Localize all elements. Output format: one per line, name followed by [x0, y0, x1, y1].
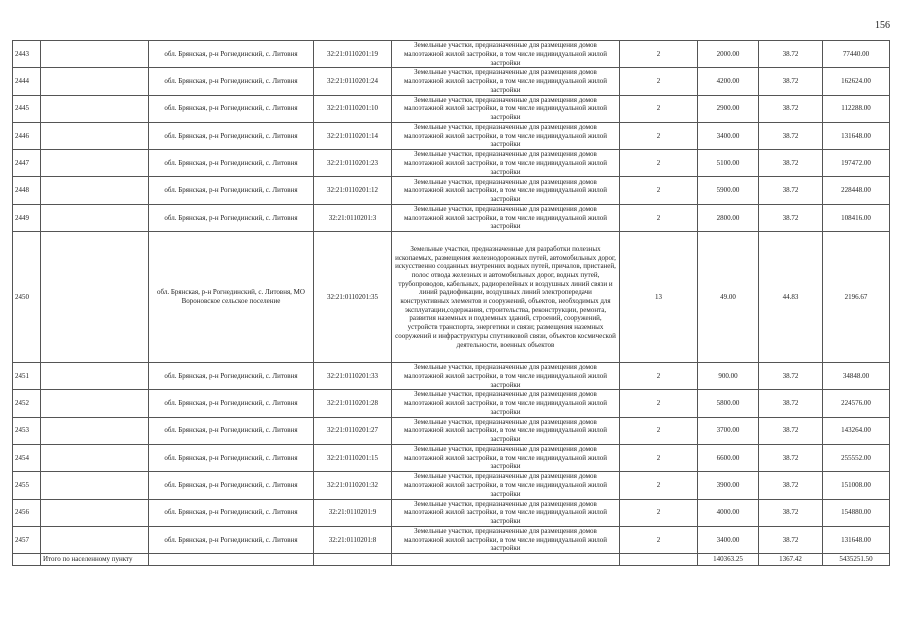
- table-row: [13, 390, 890, 417]
- area-cell: 4000.00: [698, 499, 759, 526]
- cadastral-number-cell: 32:21:0110201:9: [314, 499, 392, 526]
- land-purpose-cell: Земельные участки, предназначенные для размещения домов малоэтажной жилой застройки, в том числе индивидуальной жилой застройки: [392, 444, 620, 471]
- empty-cell: [620, 554, 698, 566]
- land-purpose-cell: Земельные участки, предназначенные для размещения домов малоэтажной жилой застройки, в том числе индивидуальной жилой застройки: [392, 390, 620, 417]
- empty-cell: [314, 554, 392, 566]
- cadastral-value-cell: 162624.00: [823, 68, 890, 95]
- land-purpose-cell: Земельные участки, предназначенные для размещения домов малоэтажной жилой застройки, в том числе индивидуальной жилой застройки: [392, 95, 620, 122]
- category-code-cell: 2: [620, 204, 698, 231]
- category-code-cell: 2: [620, 95, 698, 122]
- land-purpose-cell: Земельные участки, предназначенные для размещения домов малоэтажной жилой застройки, в том числе индивидуальной жилой застройки: [392, 41, 620, 68]
- unit-price-cell: 38.72: [759, 150, 823, 177]
- address-cell: обл. Брянская, р-н Рогнединский, с. Литовня: [149, 526, 314, 553]
- area-cell: 900.00: [698, 363, 759, 390]
- row-number-cell: 2454: [13, 444, 41, 471]
- area-cell: 3700.00: [698, 417, 759, 444]
- unit-price-cell: 38.72: [759, 417, 823, 444]
- unit-price-cell: 38.72: [759, 499, 823, 526]
- table-row: [13, 417, 890, 444]
- table-row: [13, 499, 890, 526]
- cadastral-number-cell: 32:21:0110201:8: [314, 526, 392, 553]
- empty-cell: [41, 444, 149, 471]
- total-row: [13, 554, 890, 566]
- table-row: [13, 472, 890, 499]
- row-number-cell: 2446: [13, 122, 41, 149]
- table-row: [13, 68, 890, 95]
- address-cell: обл. Брянская, р-н Рогнединский, с. Литовня, МО Вороновское сельское поселение: [149, 232, 314, 363]
- category-code-cell: 2: [620, 417, 698, 444]
- area-cell: 3400.00: [698, 122, 759, 149]
- empty-cell: [41, 390, 149, 417]
- land-purpose-cell: Земельные участки, предназначенные для размещения домов малоэтажной жилой застройки, в том числе индивидуальной жилой застройки: [392, 526, 620, 553]
- unit-price-cell: 38.72: [759, 444, 823, 471]
- cadastral-value-cell: 143264.00: [823, 417, 890, 444]
- address-cell: обл. Брянская, р-н Рогнединский, с. Литовня: [149, 177, 314, 204]
- cadastral-number-cell: 32:21:0110201:10: [314, 95, 392, 122]
- address-cell: обл. Брянская, р-н Рогнединский, с. Литовня: [149, 417, 314, 444]
- land-purpose-cell: Земельные участки, предназначенные для размещения домов малоэтажной жилой застройки, в том числе индивидуальной жилой застройки: [392, 204, 620, 231]
- empty-cell: [149, 554, 314, 566]
- table-row: [13, 122, 890, 149]
- table-row: [13, 95, 890, 122]
- area-cell: 6600.00: [698, 444, 759, 471]
- category-code-cell: 2: [620, 68, 698, 95]
- address-cell: обл. Брянская, р-н Рогнединский, с. Литовня: [149, 41, 314, 68]
- address-cell: обл. Брянская, р-н Рогнединский, с. Литовня: [149, 204, 314, 231]
- area-cell: 3400.00: [698, 526, 759, 553]
- total-value-cell: 5435251.50: [823, 554, 890, 566]
- address-cell: обл. Брянская, р-н Рогнединский, с. Литовня: [149, 499, 314, 526]
- table-row: [13, 150, 890, 177]
- unit-price-cell: 38.72: [759, 204, 823, 231]
- area-cell: 5900.00: [698, 177, 759, 204]
- table-row: [13, 204, 890, 231]
- category-code-cell: 2: [620, 390, 698, 417]
- cadastral-number-cell: 32:21:0110201:12: [314, 177, 392, 204]
- category-code-cell: 2: [620, 150, 698, 177]
- category-code-cell: 2: [620, 177, 698, 204]
- empty-cell: [41, 204, 149, 231]
- area-cell: 5800.00: [698, 390, 759, 417]
- cadastral-value-cell: 255552.00: [823, 444, 890, 471]
- table-row: [13, 232, 890, 363]
- unit-price-cell: 38.72: [759, 363, 823, 390]
- unit-price-cell: 38.72: [759, 472, 823, 499]
- category-code-cell: 13: [620, 232, 698, 363]
- empty-cell: [41, 526, 149, 553]
- row-number-cell: 2453: [13, 417, 41, 444]
- table-row: [13, 363, 890, 390]
- row-number-cell: 2447: [13, 150, 41, 177]
- page-number: 156: [875, 20, 890, 31]
- land-purpose-cell: Земельные участки, предназначенные для размещения домов малоэтажной жилой застройки, в том числе индивидуальной жилой застройки: [392, 363, 620, 390]
- total-label-cell: Итого по населенному пункту: [41, 554, 149, 566]
- address-cell: обл. Брянская, р-н Рогнединский, с. Литовня: [149, 95, 314, 122]
- row-number-cell: 2449: [13, 204, 41, 231]
- empty-cell: [41, 95, 149, 122]
- cadastral-number-cell: 32:21:0110201:27: [314, 417, 392, 444]
- cadastral-number-cell: 32:21:0110201:32: [314, 472, 392, 499]
- category-code-cell: 2: [620, 122, 698, 149]
- cadastral-value-cell: 77440.00: [823, 41, 890, 68]
- cadastral-value-cell: 154880.00: [823, 499, 890, 526]
- empty-cell: [41, 363, 149, 390]
- empty-cell: [13, 554, 41, 566]
- land-plots-table: [12, 40, 890, 566]
- address-cell: обл. Брянская, р-н Рогнединский, с. Литовня: [149, 68, 314, 95]
- land-purpose-cell: Земельные участки, предназначенные для размещения домов малоэтажной жилой застройки, в том числе индивидуальной жилой застройки: [392, 177, 620, 204]
- area-cell: 2000.00: [698, 41, 759, 68]
- row-number-cell: 2455: [13, 472, 41, 499]
- cadastral-value-cell: 228448.00: [823, 177, 890, 204]
- category-code-cell: 2: [620, 499, 698, 526]
- address-cell: обл. Брянская, р-н Рогнединский, с. Литовня: [149, 150, 314, 177]
- table-row: [13, 526, 890, 553]
- row-number-cell: 2457: [13, 526, 41, 553]
- cadastral-value-cell: 224576.00: [823, 390, 890, 417]
- table-row: [13, 444, 890, 471]
- cadastral-value-cell: 151008.00: [823, 472, 890, 499]
- cadastral-number-cell: 32:21:0110201:19: [314, 41, 392, 68]
- cadastral-value-cell: 131648.00: [823, 122, 890, 149]
- row-number-cell: 2443: [13, 41, 41, 68]
- row-number-cell: 2445: [13, 95, 41, 122]
- row-number-cell: 2448: [13, 177, 41, 204]
- cadastral-number-cell: 32:21:0110201:24: [314, 68, 392, 95]
- cadastral-value-cell: 197472.00: [823, 150, 890, 177]
- empty-cell: [41, 499, 149, 526]
- empty-cell: [41, 122, 149, 149]
- category-code-cell: 2: [620, 41, 698, 68]
- unit-price-cell: 38.72: [759, 41, 823, 68]
- area-cell: 2800.00: [698, 204, 759, 231]
- empty-cell: [41, 232, 149, 363]
- empty-cell: [41, 41, 149, 68]
- address-cell: обл. Брянская, р-н Рогнединский, с. Литовня: [149, 444, 314, 471]
- total-price-cell: 1367.42: [759, 554, 823, 566]
- area-cell: 2900.00: [698, 95, 759, 122]
- category-code-cell: 2: [620, 526, 698, 553]
- cadastral-value-cell: 2196.67: [823, 232, 890, 363]
- row-number-cell: 2444: [13, 68, 41, 95]
- row-number-cell: 2451: [13, 363, 41, 390]
- empty-cell: [41, 177, 149, 204]
- cadastral-number-cell: 32:21:0110201:15: [314, 444, 392, 471]
- row-number-cell: 2452: [13, 390, 41, 417]
- unit-price-cell: 38.72: [759, 526, 823, 553]
- area-cell: 49.00: [698, 232, 759, 363]
- land-purpose-cell: Земельные участки, предназначенные для размещения домов малоэтажной жилой застройки, в том числе индивидуальной жилой застройки: [392, 417, 620, 444]
- cadastral-number-cell: 32:21:0110201:14: [314, 122, 392, 149]
- cadastral-number-cell: 32:21:0110201:3: [314, 204, 392, 231]
- table-row: [13, 177, 890, 204]
- unit-price-cell: 44.83: [759, 232, 823, 363]
- land-purpose-cell: Земельные участки, предназначенные для разработки полезных ископаемых, размещения железнодорожных путей, автомобильных дорог, искусственно созданных внутренних водных путей, причалов, пристаней, полос отвода железных и автомобильных дорог, водных путей, трубопроводов, кабельных, радиорелейных и воздушных линий связи и линий радиофикации, воздушных линий электропередачи конструктивных элементов и сооружений, объектов, необходимых для эксплуатации,содержания, строительства, реконструкции, ремонта, развития наземных и подземных зданий, строений, сооружений, устройств транспорта, энергетики и связи; размещения наземных сооружений и инфраструктуры спутниковой связи, объектов космической деятельности, военных объектов: [392, 232, 620, 363]
- address-cell: обл. Брянская, р-н Рогнединский, с. Литовня: [149, 390, 314, 417]
- area-cell: 4200.00: [698, 68, 759, 95]
- area-cell: 5100.00: [698, 150, 759, 177]
- land-purpose-cell: Земельные участки, предназначенные для размещения домов малоэтажной жилой застройки, в том числе индивидуальной жилой застройки: [392, 472, 620, 499]
- unit-price-cell: 38.72: [759, 177, 823, 204]
- unit-price-cell: 38.72: [759, 95, 823, 122]
- cadastral-value-cell: 112288.00: [823, 95, 890, 122]
- table-row: [13, 41, 890, 68]
- empty-cell: [392, 554, 620, 566]
- address-cell: обл. Брянская, р-н Рогнединский, с. Литовня: [149, 122, 314, 149]
- land-purpose-cell: Земельные участки, предназначенные для размещения домов малоэтажной жилой застройки, в том числе индивидуальной жилой застройки: [392, 122, 620, 149]
- category-code-cell: 2: [620, 444, 698, 471]
- cadastral-value-cell: 108416.00: [823, 204, 890, 231]
- address-cell: обл. Брянская, р-н Рогнединский, с. Литовня: [149, 363, 314, 390]
- row-number-cell: 2450: [13, 232, 41, 363]
- unit-price-cell: 38.72: [759, 122, 823, 149]
- land-purpose-cell: Земельные участки, предназначенные для размещения домов малоэтажной жилой застройки, в том числе индивидуальной жилой застройки: [392, 150, 620, 177]
- empty-cell: [41, 417, 149, 444]
- cadastral-value-cell: 131648.00: [823, 526, 890, 553]
- land-purpose-cell: Земельные участки, предназначенные для размещения домов малоэтажной жилой застройки, в том числе индивидуальной жилой застройки: [392, 499, 620, 526]
- total-area-cell: 140363.25: [698, 554, 759, 566]
- cadastral-number-cell: 32:21:0110201:28: [314, 390, 392, 417]
- unit-price-cell: 38.72: [759, 68, 823, 95]
- empty-cell: [41, 472, 149, 499]
- area-cell: 3900.00: [698, 472, 759, 499]
- category-code-cell: 2: [620, 472, 698, 499]
- empty-cell: [41, 150, 149, 177]
- address-cell: обл. Брянская, р-н Рогнединский, с. Литовня: [149, 472, 314, 499]
- cadastral-number-cell: 32:21:0110201:33: [314, 363, 392, 390]
- row-number-cell: 2456: [13, 499, 41, 526]
- cadastral-number-cell: 32:21:0110201:23: [314, 150, 392, 177]
- cadastral-value-cell: 34848.00: [823, 363, 890, 390]
- land-purpose-cell: Земельные участки, предназначенные для размещения домов малоэтажной жилой застройки, в том числе индивидуальной жилой застройки: [392, 68, 620, 95]
- cadastral-number-cell: 32:21:0110201:35: [314, 232, 392, 363]
- unit-price-cell: 38.72: [759, 390, 823, 417]
- category-code-cell: 2: [620, 363, 698, 390]
- empty-cell: [41, 68, 149, 95]
